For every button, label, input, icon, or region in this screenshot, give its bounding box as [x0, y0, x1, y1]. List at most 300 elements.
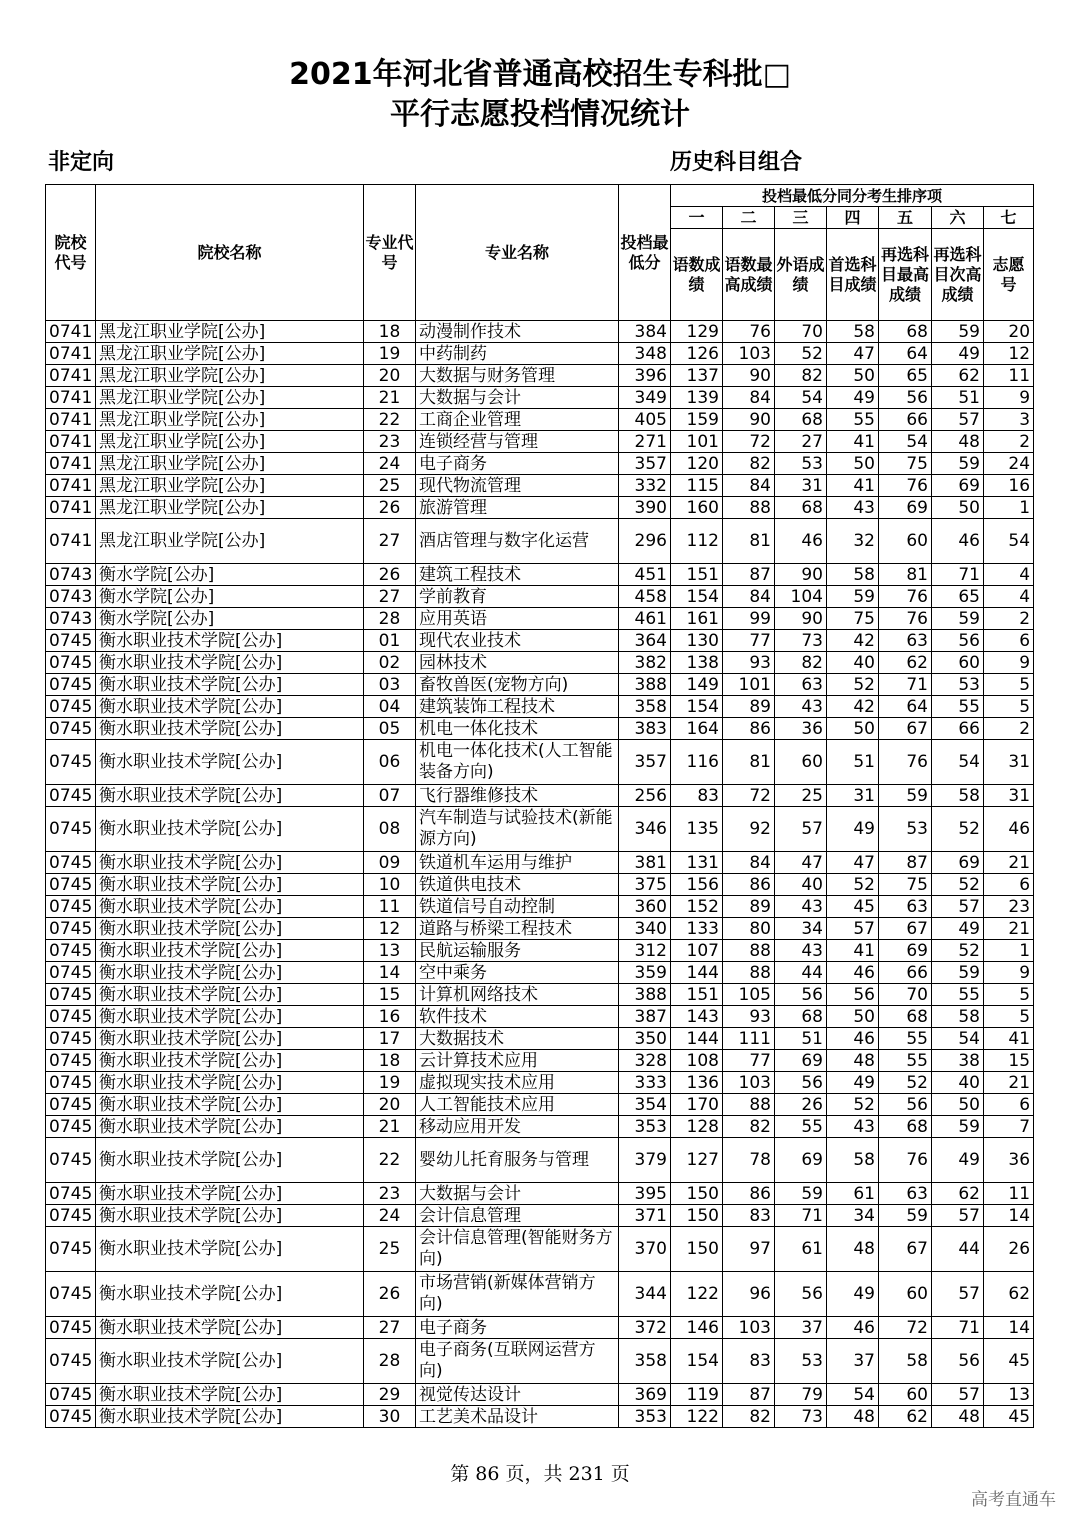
cell-school-code: 0741 [46, 431, 96, 453]
cell-score-3: 43 [775, 896, 827, 918]
cell-min-score: 388 [619, 984, 671, 1006]
cell-score-5: 52 [879, 1072, 932, 1094]
cell-score-4: 50 [827, 1006, 879, 1028]
cell-min-score: 396 [619, 365, 671, 387]
cell-score-4: 41 [827, 475, 879, 497]
cell-score-7: 4 [984, 564, 1034, 586]
cell-score-1: 115 [671, 475, 723, 497]
cell-school-name: 衡水职业技术学院[公办] [96, 674, 364, 696]
cell-school-name: 衡水职业技术学院[公办] [96, 896, 364, 918]
cell-score-1: 139 [671, 387, 723, 409]
cell-score-7: 5 [984, 696, 1034, 718]
cell-major-name: 酒店管理与数字化运营 [416, 519, 619, 564]
cell-score-1: 135 [671, 807, 723, 852]
cell-score-5: 62 [879, 1406, 932, 1428]
cell-score-3: 43 [775, 940, 827, 962]
table-row [46, 962, 1034, 984]
cell-min-score: 340 [619, 918, 671, 940]
cell-score-2: 84 [723, 387, 775, 409]
cell-min-score: 451 [619, 564, 671, 586]
cell-score-3: 34 [775, 918, 827, 940]
cell-score-6: 49 [932, 1138, 984, 1183]
cell-score-4: 43 [827, 1116, 879, 1138]
table-row [46, 1094, 1034, 1116]
cell-score-1: 130 [671, 630, 723, 652]
cell-major-name: 汽车制造与试验技术(新能源方向) [416, 807, 619, 852]
watermark: 高考直通车 [971, 1490, 1056, 1510]
header-sub: 再选科目最高成绩 [879, 229, 932, 321]
cell-score-2: 105 [723, 984, 775, 1006]
cell-score-2: 81 [723, 519, 775, 564]
cell-score-1: 154 [671, 1339, 723, 1384]
table-row [46, 1028, 1034, 1050]
cell-min-score: 256 [619, 785, 671, 807]
cell-score-1: 101 [671, 431, 723, 453]
cell-score-4: 49 [827, 1272, 879, 1317]
cell-score-4: 48 [827, 1050, 879, 1072]
cell-score-6: 55 [932, 984, 984, 1006]
cell-score-1: 150 [671, 1205, 723, 1227]
cell-major-code: 24 [364, 1205, 416, 1227]
header-num: 二 [723, 207, 775, 229]
cell-score-1: 83 [671, 785, 723, 807]
cell-score-1: 154 [671, 586, 723, 608]
table-row [46, 387, 1034, 409]
cell-school-code: 0745 [46, 1272, 96, 1317]
header-major-name: 专业名称 [416, 185, 619, 321]
cell-score-1: 152 [671, 896, 723, 918]
cell-score-7: 2 [984, 608, 1034, 630]
cell-score-5: 70 [879, 984, 932, 1006]
cell-score-2: 103 [723, 1317, 775, 1339]
cell-min-score: 388 [619, 674, 671, 696]
cell-score-7: 41 [984, 1028, 1034, 1050]
table-row [46, 652, 1034, 674]
cell-score-7: 9 [984, 962, 1034, 984]
cell-school-code: 0745 [46, 1339, 96, 1384]
cell-min-score: 369 [619, 1384, 671, 1406]
cell-score-3: 82 [775, 365, 827, 387]
cell-major-name: 大数据与财务管理 [416, 365, 619, 387]
cell-score-4: 40 [827, 652, 879, 674]
cell-score-7: 3 [984, 409, 1034, 431]
cell-score-6: 66 [932, 718, 984, 740]
cell-min-score: 372 [619, 1317, 671, 1339]
table-row [46, 1183, 1034, 1205]
cell-major-code: 29 [364, 1384, 416, 1406]
cell-score-7: 24 [984, 453, 1034, 475]
cell-school-code: 0745 [46, 785, 96, 807]
cell-score-6: 59 [932, 962, 984, 984]
table-row [46, 896, 1034, 918]
cell-score-1: 136 [671, 1072, 723, 1094]
cell-major-name: 空中乘务 [416, 962, 619, 984]
cell-school-code: 0745 [46, 740, 96, 785]
cell-score-7: 2 [984, 718, 1034, 740]
cell-score-6: 46 [932, 519, 984, 564]
cell-score-2: 93 [723, 1006, 775, 1028]
cell-score-4: 42 [827, 630, 879, 652]
cell-score-2: 89 [723, 896, 775, 918]
cell-min-score: 458 [619, 586, 671, 608]
cell-score-4: 61 [827, 1183, 879, 1205]
cell-score-6: 52 [932, 874, 984, 896]
cell-major-code: 22 [364, 1138, 416, 1183]
cell-school-code: 0741 [46, 453, 96, 475]
cell-school-code: 0745 [46, 1227, 96, 1272]
cell-school-code: 0745 [46, 696, 96, 718]
header-num: 七 [984, 207, 1034, 229]
table-row [46, 519, 1034, 564]
cell-score-7: 26 [984, 1227, 1034, 1272]
cell-major-code: 27 [364, 519, 416, 564]
cell-score-1: 107 [671, 940, 723, 962]
cell-major-name: 会计信息管理(智能财务方向) [416, 1227, 619, 1272]
header-min-score: 投档最低分 [619, 185, 671, 321]
cell-score-2: 82 [723, 1116, 775, 1138]
cell-score-3: 56 [775, 984, 827, 1006]
cell-school-code: 0745 [46, 652, 96, 674]
cell-score-1: 161 [671, 608, 723, 630]
table-row [46, 940, 1034, 962]
cell-score-2: 103 [723, 343, 775, 365]
cell-school-code: 0745 [46, 984, 96, 1006]
table-row [46, 1050, 1034, 1072]
cell-score-5: 76 [879, 475, 932, 497]
cell-score-5: 68 [879, 321, 932, 343]
cell-min-score: 383 [619, 718, 671, 740]
header-num: 五 [879, 207, 932, 229]
cell-min-score: 332 [619, 475, 671, 497]
cell-major-name: 大数据与会计 [416, 387, 619, 409]
cell-min-score: 395 [619, 1183, 671, 1205]
cell-score-3: 59 [775, 1183, 827, 1205]
cell-score-5: 65 [879, 365, 932, 387]
header-school-name: 院校名称 [96, 185, 364, 321]
cell-school-code: 0745 [46, 1094, 96, 1116]
cell-major-name: 现代物流管理 [416, 475, 619, 497]
cell-score-3: 60 [775, 740, 827, 785]
cell-score-4: 58 [827, 321, 879, 343]
cell-school-code: 0745 [46, 807, 96, 852]
cell-school-code: 0745 [46, 918, 96, 940]
cell-score-4: 46 [827, 962, 879, 984]
table-row [46, 1384, 1034, 1406]
table-row [46, 918, 1034, 940]
cell-min-score: 328 [619, 1050, 671, 1072]
cell-major-name: 现代农业技术 [416, 630, 619, 652]
cell-score-7: 46 [984, 807, 1034, 852]
cell-score-1: 133 [671, 918, 723, 940]
cell-school-name: 衡水职业技术学院[公办] [96, 1317, 364, 1339]
cell-score-1: 122 [671, 1406, 723, 1428]
cell-score-3: 63 [775, 674, 827, 696]
cell-score-6: 49 [932, 343, 984, 365]
header-sub: 语数成绩 [671, 229, 723, 321]
table-row [46, 453, 1034, 475]
cell-school-code: 0745 [46, 1028, 96, 1050]
cell-score-7: 12 [984, 343, 1034, 365]
cell-major-name: 婴幼儿托育服务与管理 [416, 1138, 619, 1183]
cell-school-code: 0741 [46, 497, 96, 519]
cell-score-6: 56 [932, 1339, 984, 1384]
cell-score-5: 69 [879, 497, 932, 519]
cell-score-3: 104 [775, 586, 827, 608]
cell-school-name: 衡水职业技术学院[公办] [96, 874, 364, 896]
category-label: 非定向 [48, 150, 115, 175]
table-row [46, 1116, 1034, 1138]
cell-score-2: 81 [723, 740, 775, 785]
cell-score-2: 72 [723, 785, 775, 807]
cell-score-4: 42 [827, 696, 879, 718]
table-row [46, 1272, 1034, 1317]
cell-score-7: 62 [984, 1272, 1034, 1317]
cell-school-name: 衡水学院[公办] [96, 564, 364, 586]
cell-school-name: 黑龙江职业学院[公办] [96, 321, 364, 343]
cell-major-code: 04 [364, 696, 416, 718]
cell-min-score: 353 [619, 1406, 671, 1428]
table-row [46, 1006, 1034, 1028]
cell-major-name: 机电一体化技术 [416, 718, 619, 740]
table-row [46, 608, 1034, 630]
cell-min-score: 333 [619, 1072, 671, 1094]
cell-score-6: 57 [932, 1272, 984, 1317]
table-row [46, 343, 1034, 365]
cell-school-name: 黑龙江职业学院[公办] [96, 409, 364, 431]
cell-score-3: 68 [775, 497, 827, 519]
admission-table [45, 184, 1034, 1428]
cell-major-code: 09 [364, 852, 416, 874]
cell-score-4: 50 [827, 365, 879, 387]
cell-score-2: 88 [723, 962, 775, 984]
cell-min-score: 354 [619, 1094, 671, 1116]
cell-score-3: 56 [775, 1272, 827, 1317]
cell-score-2: 103 [723, 1072, 775, 1094]
header-sub: 外语成绩 [775, 229, 827, 321]
cell-score-1: 156 [671, 874, 723, 896]
cell-score-6: 51 [932, 387, 984, 409]
cell-major-code: 14 [364, 962, 416, 984]
cell-score-3: 55 [775, 1116, 827, 1138]
cell-score-6: 71 [932, 564, 984, 586]
header-sub: 语数最高成绩 [723, 229, 775, 321]
cell-score-4: 46 [827, 1028, 879, 1050]
cell-score-3: 25 [775, 785, 827, 807]
cell-major-code: 10 [364, 874, 416, 896]
cell-school-code: 0741 [46, 343, 96, 365]
cell-school-name: 衡水职业技术学院[公办] [96, 630, 364, 652]
cell-major-code: 19 [364, 343, 416, 365]
cell-min-score: 350 [619, 1028, 671, 1050]
cell-min-score: 357 [619, 453, 671, 475]
cell-major-code: 06 [364, 740, 416, 785]
header-sub: 志愿号 [984, 229, 1034, 321]
cell-school-name: 衡水职业技术学院[公办] [96, 1050, 364, 1072]
cell-score-5: 63 [879, 630, 932, 652]
cell-major-name: 工艺美术品设计 [416, 1406, 619, 1428]
cell-major-name: 视觉传达设计 [416, 1384, 619, 1406]
cell-score-4: 58 [827, 564, 879, 586]
cell-score-5: 67 [879, 918, 932, 940]
cell-min-score: 359 [619, 962, 671, 984]
table-row [46, 874, 1034, 896]
cell-min-score: 357 [619, 740, 671, 785]
cell-score-5: 60 [879, 1272, 932, 1317]
cell-score-5: 87 [879, 852, 932, 874]
cell-major-code: 19 [364, 1072, 416, 1094]
cell-score-5: 81 [879, 564, 932, 586]
cell-school-name: 黑龙江职业学院[公办] [96, 475, 364, 497]
cell-min-score: 353 [619, 1116, 671, 1138]
cell-score-5: 58 [879, 1339, 932, 1384]
cell-score-2: 101 [723, 674, 775, 696]
cell-score-1: 150 [671, 1183, 723, 1205]
cell-score-6: 58 [932, 1006, 984, 1028]
cell-score-7: 9 [984, 387, 1034, 409]
cell-score-2: 80 [723, 918, 775, 940]
cell-score-5: 75 [879, 874, 932, 896]
cell-min-score: 348 [619, 343, 671, 365]
cell-score-3: 90 [775, 608, 827, 630]
cell-score-1: 131 [671, 852, 723, 874]
cell-major-code: 03 [364, 674, 416, 696]
cell-score-2: 77 [723, 1050, 775, 1072]
cell-major-code: 26 [364, 497, 416, 519]
cell-score-6: 58 [932, 785, 984, 807]
cell-min-score: 384 [619, 321, 671, 343]
cell-score-3: 71 [775, 1205, 827, 1227]
cell-score-2: 72 [723, 431, 775, 453]
cell-school-code: 0745 [46, 1205, 96, 1227]
cell-school-name: 衡水职业技术学院[公办] [96, 940, 364, 962]
cell-min-score: 358 [619, 696, 671, 718]
cell-score-2: 96 [723, 1272, 775, 1317]
cell-score-7: 45 [984, 1339, 1034, 1384]
cell-score-6: 55 [932, 696, 984, 718]
cell-school-name: 衡水职业技术学院[公办] [96, 1384, 364, 1406]
cell-score-4: 52 [827, 874, 879, 896]
cell-school-name: 黑龙江职业学院[公办] [96, 431, 364, 453]
cell-score-2: 87 [723, 564, 775, 586]
cell-score-3: 56 [775, 1072, 827, 1094]
table-row [46, 321, 1034, 343]
cell-school-code: 0745 [46, 1317, 96, 1339]
cell-school-name: 衡水职业技术学院[公办] [96, 785, 364, 807]
cell-major-name: 建筑工程技术 [416, 564, 619, 586]
header-tiebreak-group: 投档最低分同分考生排序项 [671, 185, 1034, 207]
cell-school-code: 0745 [46, 630, 96, 652]
cell-major-name: 人工智能技术应用 [416, 1094, 619, 1116]
cell-score-3: 54 [775, 387, 827, 409]
cell-score-7: 36 [984, 1138, 1034, 1183]
cell-score-4: 32 [827, 519, 879, 564]
cell-score-7: 15 [984, 1050, 1034, 1072]
cell-school-code: 0743 [46, 586, 96, 608]
cell-score-2: 82 [723, 1406, 775, 1428]
cell-score-6: 54 [932, 740, 984, 785]
cell-score-3: 27 [775, 431, 827, 453]
cell-score-2: 82 [723, 453, 775, 475]
cell-score-6: 69 [932, 475, 984, 497]
cell-score-1: 137 [671, 365, 723, 387]
cell-major-code: 25 [364, 1227, 416, 1272]
cell-major-name: 连锁经营与管理 [416, 431, 619, 453]
cell-score-2: 92 [723, 807, 775, 852]
header-num: 三 [775, 207, 827, 229]
table-row [46, 1317, 1034, 1339]
cell-score-5: 66 [879, 962, 932, 984]
cell-score-7: 6 [984, 630, 1034, 652]
table-row [46, 807, 1034, 852]
cell-major-name: 会计信息管理 [416, 1205, 619, 1227]
cell-score-2: 86 [723, 874, 775, 896]
cell-school-name: 衡水职业技术学院[公办] [96, 984, 364, 1006]
cell-score-7: 21 [984, 918, 1034, 940]
cell-school-name: 衡水职业技术学院[公办] [96, 807, 364, 852]
cell-school-name: 衡水职业技术学院[公办] [96, 1227, 364, 1272]
header-num: 四 [827, 207, 879, 229]
cell-score-7: 14 [984, 1205, 1034, 1227]
cell-major-code: 12 [364, 918, 416, 940]
cell-score-5: 60 [879, 519, 932, 564]
header-major-code: 专业代号 [364, 185, 416, 321]
cell-score-2: 89 [723, 696, 775, 718]
cell-min-score: 379 [619, 1138, 671, 1183]
cell-score-6: 50 [932, 497, 984, 519]
cell-school-name: 衡水职业技术学院[公办] [96, 652, 364, 674]
cell-major-name: 民航运输服务 [416, 940, 619, 962]
cell-score-7: 1 [984, 940, 1034, 962]
cell-major-code: 28 [364, 608, 416, 630]
cell-major-code: 21 [364, 387, 416, 409]
cell-major-name: 铁道机车运用与维护 [416, 852, 619, 874]
cell-school-name: 黑龙江职业学院[公办] [96, 497, 364, 519]
cell-min-score: 346 [619, 807, 671, 852]
cell-school-name: 衡水职业技术学院[公办] [96, 852, 364, 874]
cell-score-4: 48 [827, 1406, 879, 1428]
cell-school-name: 衡水职业技术学院[公办] [96, 1028, 364, 1050]
cell-score-3: 31 [775, 475, 827, 497]
cell-score-5: 53 [879, 807, 932, 852]
cell-score-5: 67 [879, 718, 932, 740]
cell-school-name: 黑龙江职业学院[公办] [96, 365, 364, 387]
table-row [46, 564, 1034, 586]
cell-score-6: 53 [932, 674, 984, 696]
cell-score-1: 127 [671, 1138, 723, 1183]
cell-major-code: 18 [364, 321, 416, 343]
cell-school-name: 衡水职业技术学院[公办] [96, 740, 364, 785]
cell-score-2: 86 [723, 718, 775, 740]
cell-score-4: 55 [827, 409, 879, 431]
cell-score-5: 55 [879, 1050, 932, 1072]
cell-school-code: 0743 [46, 608, 96, 630]
cell-score-1: 122 [671, 1272, 723, 1317]
cell-major-code: 20 [364, 1094, 416, 1116]
cell-score-7: 21 [984, 852, 1034, 874]
cell-score-4: 58 [827, 1138, 879, 1183]
cell-score-6: 57 [932, 896, 984, 918]
cell-score-1: 144 [671, 962, 723, 984]
cell-school-name: 衡水职业技术学院[公办] [96, 1205, 364, 1227]
cell-score-7: 13 [984, 1384, 1034, 1406]
cell-major-code: 18 [364, 1050, 416, 1072]
cell-score-7: 5 [984, 984, 1034, 1006]
cell-score-7: 2 [984, 431, 1034, 453]
cell-major-name: 动漫制作技术 [416, 321, 619, 343]
cell-score-7: 9 [984, 652, 1034, 674]
cell-score-6: 62 [932, 1183, 984, 1205]
table-row [46, 1227, 1034, 1272]
